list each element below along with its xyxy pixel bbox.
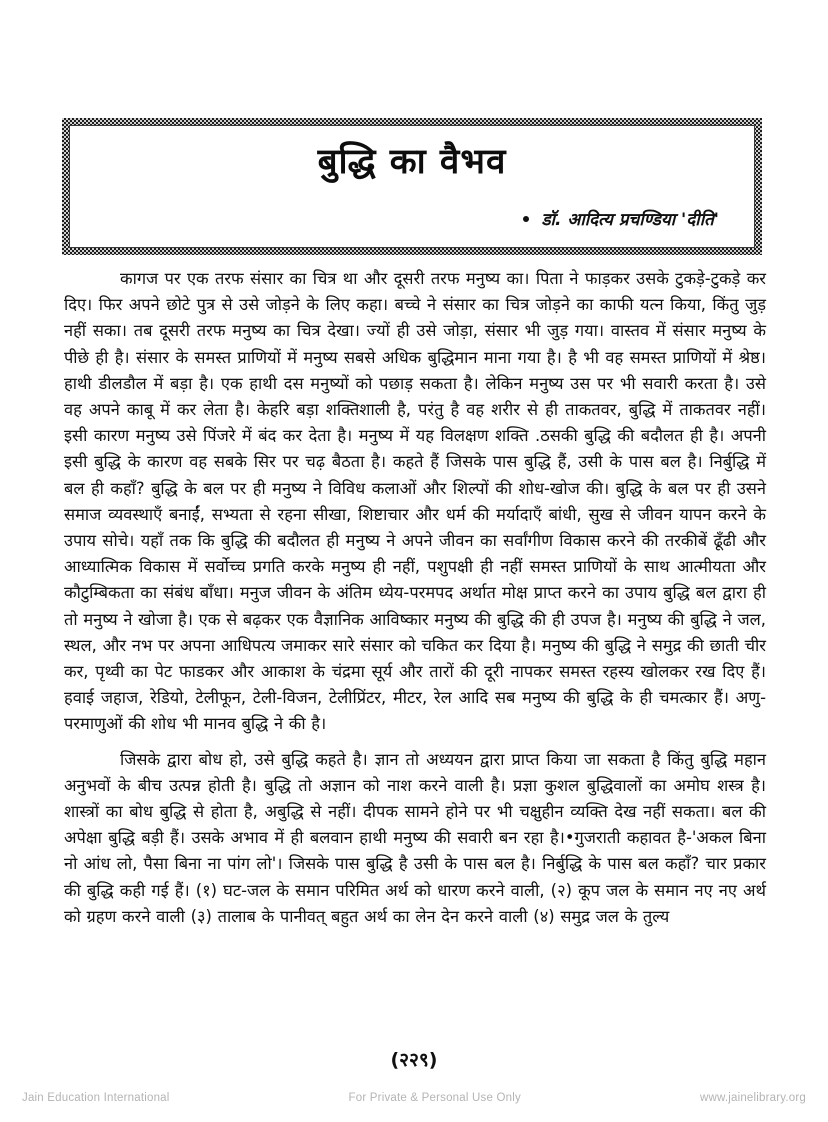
page-footer — [0, 1092, 828, 1104]
paragraph: कागज पर एक तरफ संसार का चित्र था और दूसरी तरफ मनुष्य का। पिता ने फाड़कर उसके टुकड़े-टुकड़े कर दिए। फिर अपने छोटे पुत्र से उसे जोड़ने के लिए कहा। बच्चे ने संसार का चित्र जोड़ने का काफी यत्न किया, किंतु जुड़ नहीं सका। तब दूसरी तरफ मनुष्य का चित्र देखा। ज्यों ही उसे जोड़ा, संसार भी जुड़ गया। वास्तव में संसार मनुष्य के पीछे ही है। संसार के समस्त प्राणियों में मनुष्य सबसे अधिक बुद्धिमान माना गया है। है भी वह समस्त प्राणियों में श्रेष्ठ। हाथी डीलडौल में बड़ा है। एक हाथी दस मनुष्यों को पछाड़ सकता है। लेकिन मनुष्य उस पर भी सवारी करता है। उसे वह अपने काबू में कर लेता है। केहरि बड़ा शक्तिशाली है, परंतु है वह शरीर से ही ताकतवर, बुद्धि में ताकतवर नहीं। इसी कारण मनुष्य उसे पिंजरे में बंद कर देता है। मनुष्य में यह विलक्षण शक्ति .ठसकी बुद्धि की बदौलत ही है। अपनी इसी बुद्धि के कारण वह सबके सिर पर चढ़ बैठता है। कहते हैं जिसके पास बुद्धि हैं, उसी के पास बल है। निर्बुद्धि में बल ही कहाँ? बुद्धि के बल पर ही मनुष्य ने विविध कलाओं और शिल्पों की शोध-खोज की। बुद्धि के बल पर ही उसने समाज व्यवस्थाएँ बनाईं, सभ्यता से रहना सीखा, शिष्टाचार और धर्म की मर्यादाएँ बांधी, सुख से जीवन यापन करने के उपाय सोचे। यहाँ तक कि बुद्धि की बदौलत ही मनुष्य ने अपने जीवन का सर्वांगीण विकास करने की तरकीबें ढूँढी और आध्यात्मिक विकास में सर्वोच्च प्रगति करके मनुष्य ही नहीं, पशुपक्षी ही नहीं समस्त प्राणियों के साथ आत्मीयता और कौटुम्बिकता का संबंध बाँधा। मनुज जीवन के अंतिम ध्येय-परमपद अर्थात मोक्ष प्राप्त करने का उपाय बुद्धि बल द्वारा ही तो मनुष्य ने खोजा है। एक से बढ़कर एक वैज्ञानिक आविष्कार मनुष्य की बुद्धि की ही उपज है। मनुष्य की बुद्धि ने जल, स्थल, और नभ पर अपना आधिपत्य जमाकर सारे संसार को चकित कर दिया है। मनुष्य की बुद्धि ने समुद्र की छाती चीर कर, पृथ्वी का पेट फाडकर और आकाश के चंद्रमा सूर्य और तारों की दूरी नापकर समस्त रहस्य खोलकर रख दिए हैं। हवाई जहाज, रेडियो, टेलीफून, टेली-विजन, टेलीप्रिंटर, मीटर, रेल आदि सब मनुष्य की बुद्धि के ही चमत्कार हैं। अणु-परमाणुओं की शोध भी मानव बुद्धि ने की है। — [64, 269, 766, 734]
bullet-icon — [523, 216, 529, 222]
footer-center-text: For Private & Personal Use Only — [348, 1092, 521, 1104]
footer-left-text: Jain Education International — [22, 1092, 170, 1104]
page-title: बुद्धि का वैभव — [317, 142, 507, 182]
title-box — [62, 118, 762, 255]
author-byline — [523, 207, 719, 230]
page-number: (२२९) — [390, 1049, 438, 1071]
footer-right-link[interactable]: www.jainelibrary.org — [699, 1092, 806, 1104]
body-text — [64, 266, 766, 930]
author-name: डॉ. आदित्य प्रचण्डिया 'दीति' — [541, 210, 719, 230]
paragraph: जिसके द्वारा बोध हो, उसे बुद्धि कहते है। ज्ञान तो अध्ययन द्वारा प्राप्त किया जा सकता है किंतु बुद्धि महान अनुभवों के बीच उत्पन्न होती है। बुद्धि तो अज्ञान को नाश करने वाली है। प्रज्ञा कुशल बुद्धिवालों का अमोघ शस्त्र है। शास्त्रों का बोध बुद्धि से होता है, अबुद्धि से नहीं। दीपक सामने होने पर भी चक्षुहीन व्यक्ति देख नहीं सकता। बल की अपेक्षा बुद्धि बड़ी हैं। उसके अभाव में ही बलवान हाथी मनुष्य की सवारी बन रहा है।•गुजराती कहावत है-'अकल बिना नो आंध लो, पैसा बिना ना पांग लो'। जिसके पास बुद्धि है उसी के पास बल है। निर्बुद्धि के पास बल कहाँ? चार प्रकार की बुद्धि कही गई हैं। (१) घट-जल के समान परिमित अर्थ को धारण करने वाली, (२) कूप जल के समान नए नए अर्थ को ग्रहण करने वाली (३) तालाब के पानीवत् बहुत अर्थ का लेन देन करने वाली (४) समुद्र जल के तुल्य — [64, 749, 766, 926]
